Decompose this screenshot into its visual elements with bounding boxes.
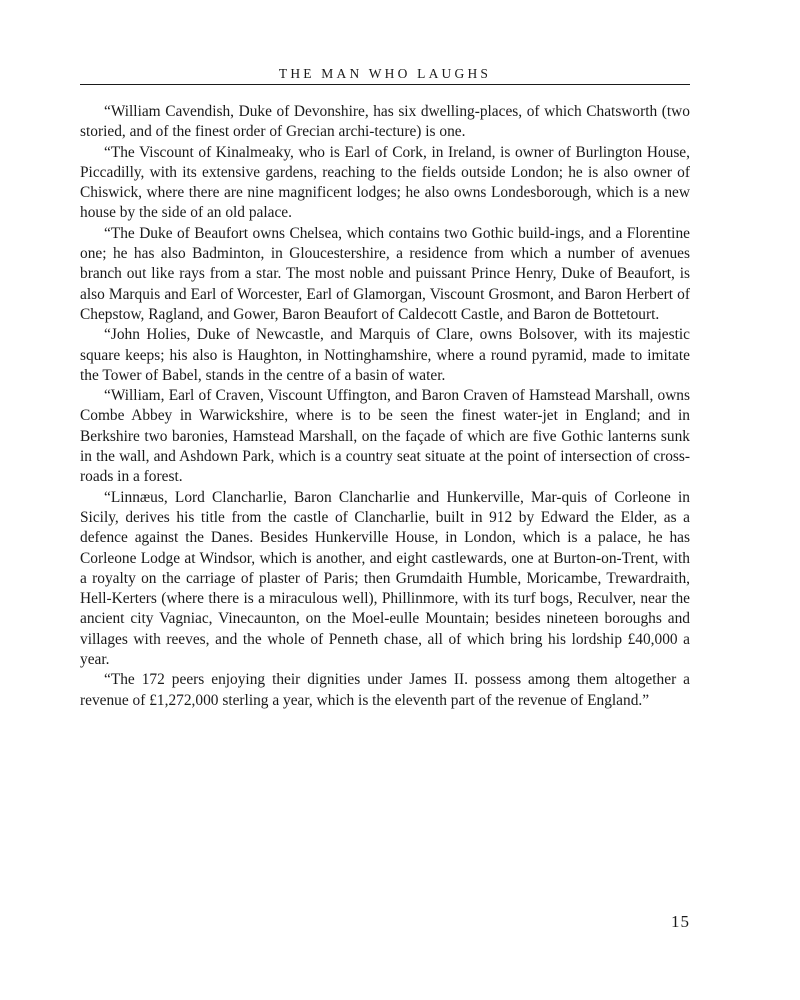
paragraph-clancharlie: “Linnæus, Lord Clancharlie, Baron Clancharlie and Hunkerville, Mar-quis of Corleone in Sicily, derives his title from the castle of Clancharlie, built in 912 by Edward the Elder, as a defence against the Danes. Besides Hunkerville House, in London, which is a palace, he has Corleone Lodge at Windsor, which is another, and eight castlewards, one at Burton-on-Trent, with a royalty on the carriage of plaster of Paris; then Grumdaith Humble, Moricambe, Trewardraith, Hell-Kerters (where there is a miraculous well), Phillinmore, with its turf bogs, Reculver, near the ancient city Vagniac, Vinecaunton, on the Moel-eulle Mountain; besides nineteen boroughs and villages with reeves, and the whole of Penneth chase, all of which bring his lordship £40,000 a year. [80, 488, 690, 669]
paragraph-craven: “William, Earl of Craven, Viscount Uffington, and Baron Craven of Hamstead Marshall, owns Combe Abbey in Warwickshire, where is to be seen the finest water-jet in England; and in Berkshire two baronies, Hamstead Marshall, on the façade of which are five Gothic lanterns sunk in the wall, and Ashdown Park, which is a country seat situate at the point of intersection of cross-roads in a forest. [80, 387, 690, 486]
paragraph-devonshire: “William Cavendish, Duke of Devonshire, has six dwelling-places, of which Chatsworth (two storied, and of the finest order of Grecian archi-tecture) is one. [80, 103, 690, 141]
header-rule [80, 84, 690, 85]
body-text [80, 102, 690, 711]
running-head: THE MAN WHO LAUGHS [278, 66, 492, 81]
paragraph-beaufort: “The Duke of Beaufort owns Chelsea, which contains two Gothic build-ings, and a Florentine one; he has also Badminton, in Gloucestershire, a residence from which a number of avenues branch out like rays from a star. The most noble and puissant Prince Henry, Duke of Beaufort, is also Marquis and Earl of Worcester, Earl of Glamorgan, Viscount Grosmont, and Baron Herbert of Chepstow, Ragland, and Gower, Baron Beaufort of Caldecott Castle, and Baron de Bottetourt. [80, 224, 690, 323]
paragraph-kinalmeaky: “The Viscount of Kinalmeaky, who is Earl of Cork, in Ireland, is owner of Burlington House, Piccadilly, with its extensive gardens, reaching to the fields outside London; he is also owner of Chiswick, where there are nine magnificent lodges; he also owns Londesborough, which is a new house by the side of an old palace. [80, 143, 690, 222]
paragraph-peers-revenue: “The 172 peers enjoying their dignities under James II. possess among them altogether a revenue of £1,272,000 sterling a year, which is the eleventh part of the revenue of England.” [80, 671, 690, 709]
page-number: 15 [671, 912, 690, 931]
paragraph-newcastle: “John Holies, Duke of Newcastle, and Marquis of Clare, owns Bolsover, with its majestic square keeps; his also is Haughton, in Nottinghamshire, where a round pyramid, made to imitate the Tower of Babel, stands in the centre of a basin of water. [80, 326, 690, 384]
